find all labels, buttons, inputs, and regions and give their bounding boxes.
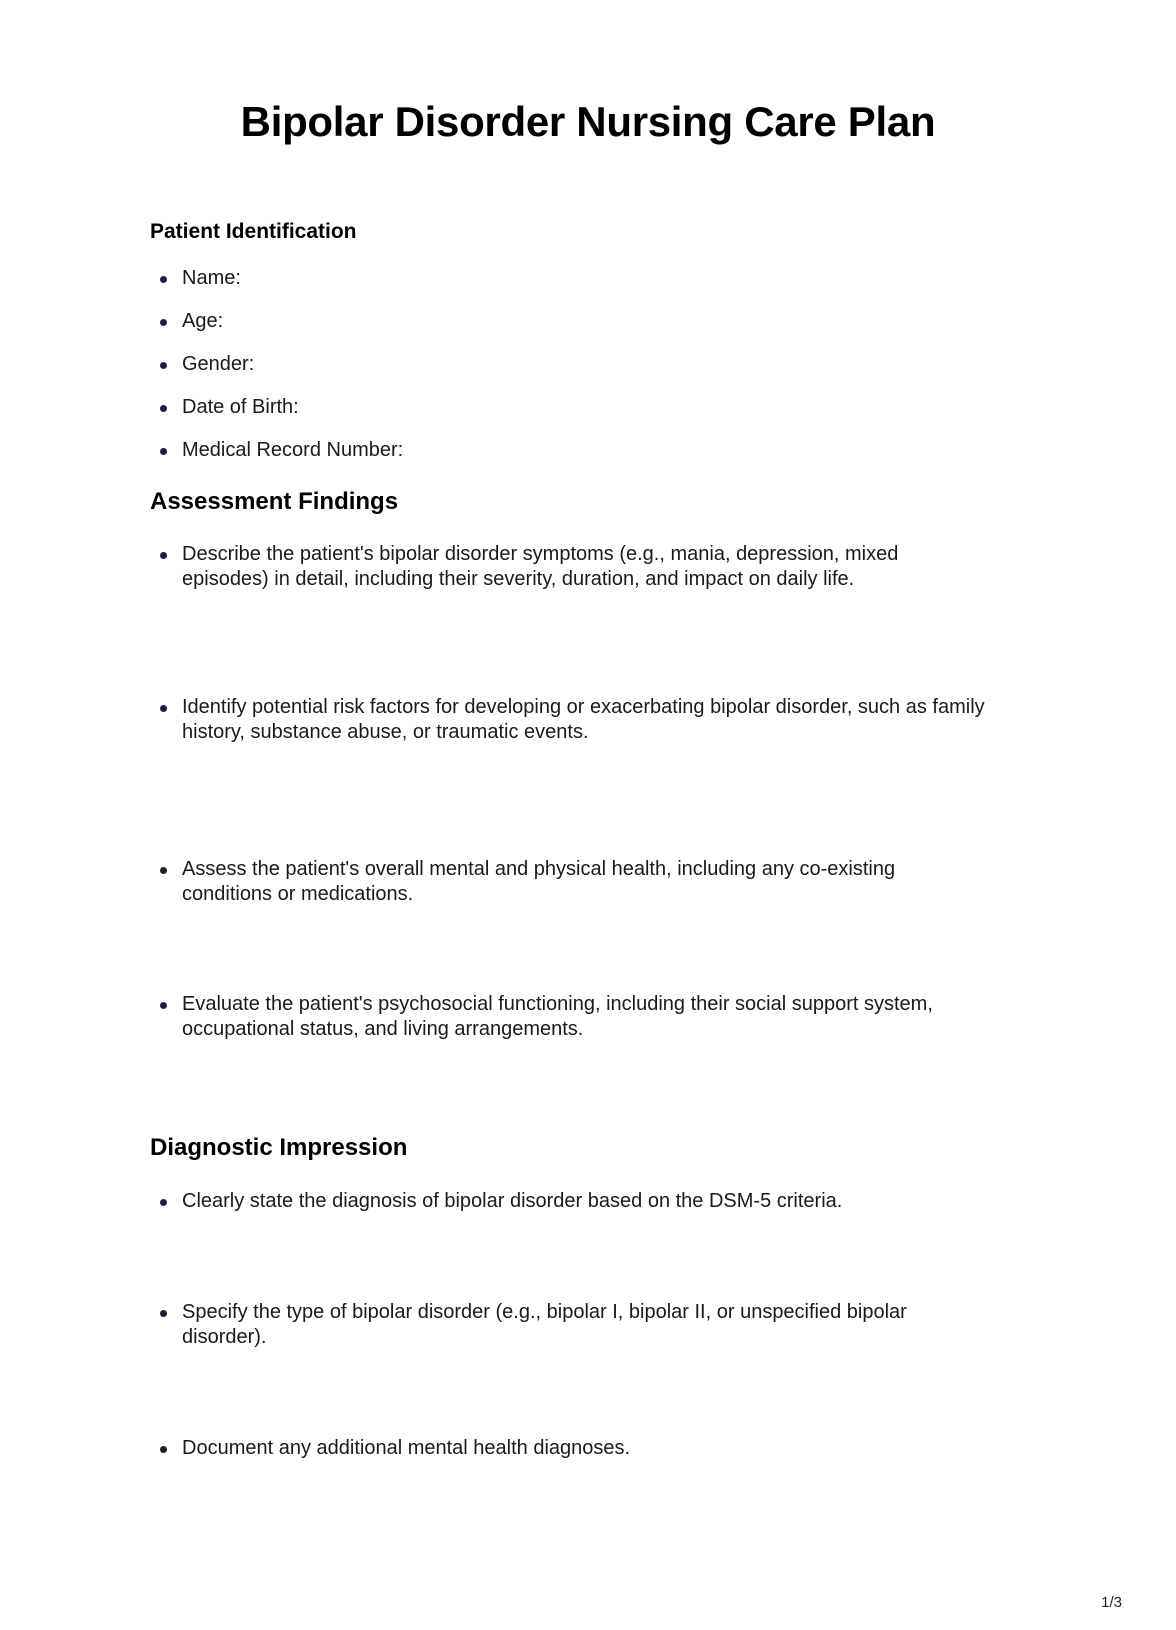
field-label: Date of Birth: (182, 396, 299, 418)
diagnostic-item: Specify the type of bipolar disorder (e.g., bipolar I, bipolar II, or unspecified bipolar disorder). (150, 1300, 950, 1350)
bullet-icon (150, 438, 182, 463)
assessment-item: Describe the patient's bipolar disorder symptoms (e.g., mania, depression, mixed episodes) in detail, including their severity, duration, and impact on daily life. (150, 542, 930, 592)
assessment-item: Assess the patient's overall mental and physical health, including any co-existing conditions or medications. (150, 857, 930, 907)
bullet-icon (150, 309, 182, 334)
bullet-icon (150, 542, 182, 592)
bullet-icon (150, 352, 182, 377)
section-heading-diagnostic-impression: Diagnostic Impression (150, 1134, 408, 1161)
assessment-item: Identify potential risk factors for developing or exacerbating bipolar disorder, such as family history, substance abuse, or traumatic events. (150, 695, 1020, 745)
section-heading-assessment-findings: Assessment Findings (150, 488, 399, 515)
field-label: Name: (182, 267, 241, 289)
field-label: Medical Record Number: (182, 439, 404, 461)
diagnostic-item: Clearly state the diagnosis of bipolar disorder based on the DSM-5 criteria. (150, 1189, 970, 1214)
assessment-item: Evaluate the patient's psychosocial functioning, including their social support system, occupational status, and living arrangements. (150, 992, 970, 1042)
patient-field-gender (150, 352, 1030, 377)
patient-field-age (150, 309, 1030, 334)
field-label: Age: (182, 310, 224, 332)
bullet-icon (150, 1436, 182, 1461)
bullet-icon (150, 1300, 182, 1350)
bullet-icon (150, 1189, 182, 1214)
section-heading-patient-identification: Patient Identification (150, 220, 357, 243)
bullet-icon (150, 992, 182, 1042)
page-title: Bipolar Disorder Nursing Care Plan (240, 98, 936, 145)
bullet-icon (150, 266, 182, 291)
page-number: 1/3 (1101, 1594, 1122, 1611)
patient-field-date-of-birth (150, 395, 1030, 420)
bullet-icon (150, 695, 182, 745)
bullet-icon (150, 857, 182, 907)
diagnostic-item: Document any additional mental health diagnoses. (150, 1436, 970, 1461)
patient-field-medical-record-number (150, 438, 1030, 463)
patient-field-name (150, 266, 1030, 291)
bullet-icon (150, 395, 182, 420)
field-label: Gender: (182, 353, 255, 375)
